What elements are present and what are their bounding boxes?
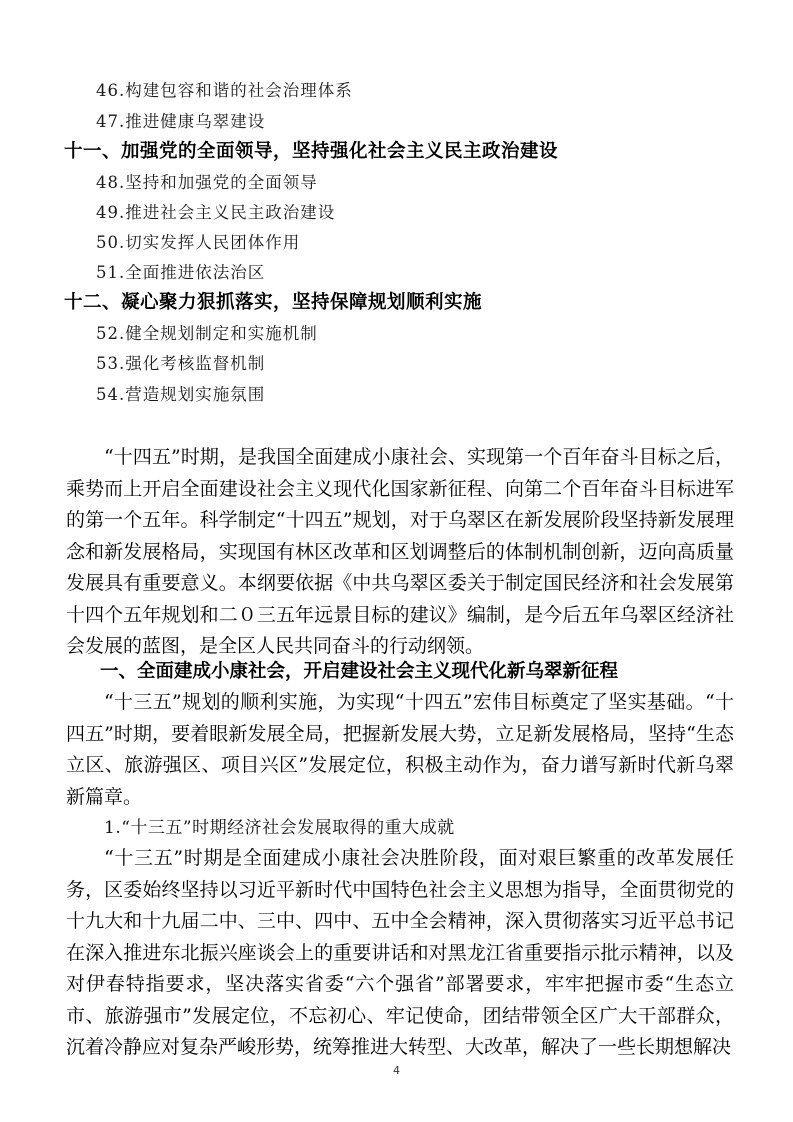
toc-item-53: 53.强化考核监督机制: [96, 354, 266, 373]
toc-item-51: 51.全面推进依法治区: [96, 263, 266, 282]
section-1-heading: 一、全面建成小康社会，开启建设社会主义现代化新乌翠新征程: [100, 661, 619, 682]
section-1-intro-paragraph: “十三五”规划的顺利实施，为实现“十四五”宏伟目标奠定了坚实基础。“十四五”时期，要着眼新发展全局，把握新发展大势，立足新发展格局，坚持“生态立区、旅游强区、项目兴区”发展定位，积极主动作为，奋力谱写新时代新乌翠新篇章。: [66, 691, 734, 808]
toc-item-50: 50.切实发挥人民团体作用: [96, 233, 301, 252]
subsection-1-paragraph: “十三五”时期是全面建成小康社会决胜阶段，面对艰巨繁重的改革发展任务，区委始终坚持以习近平新时代中国特色社会主义思想为指导，全面贯彻党的十九大和十九届二中、三中、四中、五中全会精神，深入贯彻落实习近平总书记在深入推进东北振兴座谈会上的重要讲话和对黑龙江省重要指示批示精神，以及对伊春特指要求，坚决落实省委“六个强省”部署要求，牢牢把握市委“生态立市、旅游强市”发展定位，不忘初心、牢记使命，团结带领全区广大干部群众，沉着冷静应对复杂严峻形势，统筹推进大转型、大改革，解决了一些长期想解决: [66, 847, 734, 1058]
toc-item-47: 47.推进健康乌翠建设: [96, 112, 266, 131]
toc-heading-12: 十二、凝心聚力狠抓落实，坚持保障规划顺利实施: [64, 292, 483, 313]
toc-item-46: 46.构建包容和谐的社会治理体系: [96, 81, 353, 100]
page-number: 4: [393, 1064, 400, 1077]
preface-paragraph: “十四五”时期，是我国全面建成小康社会、实现第一个百年奋斗目标之后，乘势而上开启全面建设社会主义现代化国家新征程、向第二个百年奋斗目标进军的第一个五年。科学制定“十四五”规划，对于乌翠区在新发展阶段坚持新发展理念和新发展格局，实现国有林区改革和区划调整后的体制机制创新，迈向高质量发展具有重要意义。本纲要依据《中共乌翠区委关于制定国民经济和社会发展第十四个五年规划和二０三五年远景目标的建议》编制，是今后五年乌翠区经济社会发展的蓝图，是全区人民共同奋斗的行动纲领。: [66, 446, 734, 657]
toc-item-48: 48.坚持和加强党的全面领导: [96, 173, 318, 192]
subsection-1-heading: 1.“十三五”时期经济社会发展取得的重大成就: [104, 818, 455, 838]
toc-item-54: 54.营造规划实施氛围: [96, 385, 266, 404]
toc-item-49: 49.推进社会主义民主政治建设: [96, 203, 336, 222]
toc-item-52: 52.健全规划制定和实施机制: [96, 324, 318, 343]
toc-heading-11: 十一、加强党的全面领导，坚持强化社会主义民主政治建设: [64, 141, 559, 162]
